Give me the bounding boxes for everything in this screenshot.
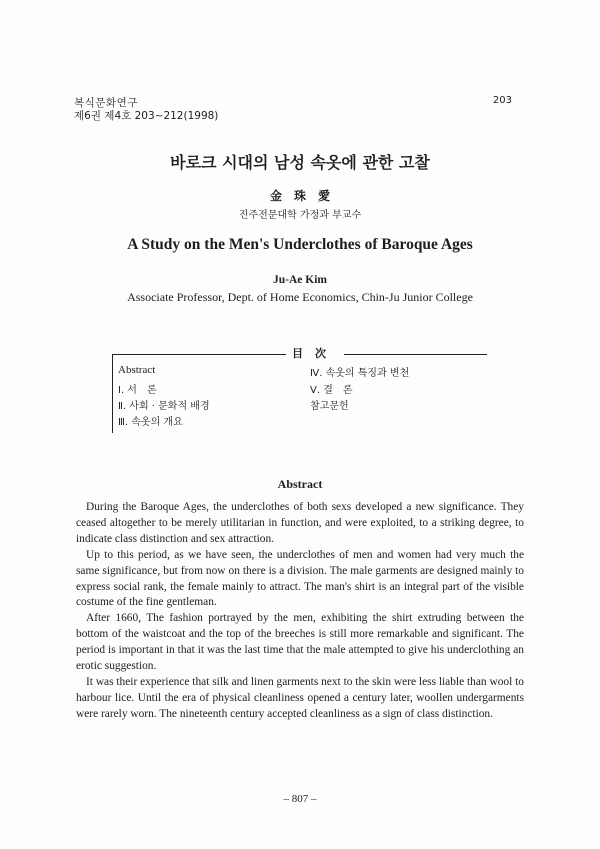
- toc-item-features-and-changes: Ⅳ. 속옷의 특징과 변천: [310, 368, 410, 379]
- toc-item-references: 참고문헌: [310, 401, 349, 412]
- english-author-name: Ju-Ae Kim: [273, 274, 327, 286]
- english-affiliation: Associate Professor, Dept. of Home Economics, Chin-Ju Junior College: [127, 290, 473, 304]
- footer-page-number: – 807 –: [283, 793, 317, 805]
- abstract-paragraph: During the Baroque Ages, the underclothes of both sexs developed a new significance. They ceased altogether to be merely utilitarian in function, and were exploited, to a striking degree, to indicate class distinction and sex attraction.: [76, 501, 524, 545]
- abstract-heading: Abstract: [277, 477, 323, 491]
- toc-item-abstract: Abstract: [118, 364, 156, 376]
- page-number: 203: [492, 95, 512, 106]
- toc-item-conclusion: Ⅴ. 결 론: [310, 385, 353, 396]
- korean-author-name: 金珠愛: [269, 189, 342, 203]
- table-of-contents-title: 目次: [286, 345, 344, 361]
- korean-title: 바로크 시대의 남성 속옷에 관한 고찰: [170, 153, 430, 172]
- toc-item-social-cultural-background: Ⅱ. 사회 · 문화적 배경: [118, 401, 210, 412]
- abstract-paragraph: After 1660, The fashion portrayed by the men, exhibiting the shirt extruding between the bottom of the waistcoat and the top of the breeches is still more remarkable and significant. The period is important in that it was the last time that the male attempted to give his underclothing an erotic suggestion.: [76, 612, 524, 673]
- toc-item-introduction: Ⅰ. 서 론: [118, 385, 157, 396]
- abstract-body: [76, 500, 524, 723]
- korean-affiliation: 진주전문대학 가정과 부교수: [238, 210, 362, 221]
- journal-volume: 제6권 제4호 203∼212(1998): [74, 110, 219, 122]
- abstract-paragraph: It was their experience that silk and linen garments next to the skin were less liable than wool to harbour lice. Until the era of physical cleanliness opened a century later, woollen undergarments were rarely worn. The nineteenth century accepted cleanliness as a sign of class distinction.: [76, 675, 524, 720]
- abstract-paragraph: Up to this period, as we have seen, the underclothes of men and women had very much the same significance, but from now on there is a division. The male garments are designed mainly to express social rank, the female mainly to attract. The man's shirt is an integral part of the visible costume of the fine gentleman.: [76, 548, 524, 609]
- english-title: A Study on the Men's Underclothes of Baroque Ages: [127, 236, 473, 253]
- journal-name: 복식문화연구: [74, 97, 138, 109]
- toc-item-underclothes-overview: Ⅲ. 속옷의 개요: [118, 417, 183, 428]
